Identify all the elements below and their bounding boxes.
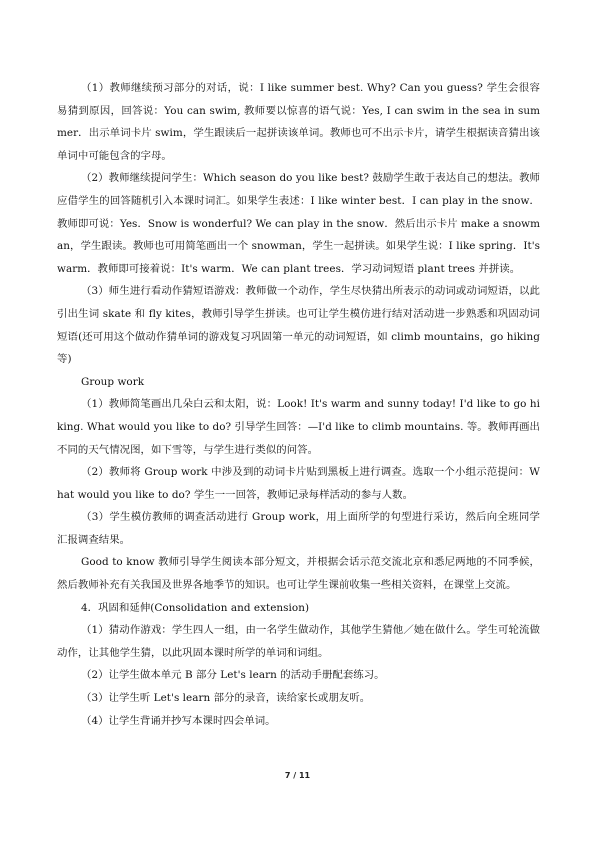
- paragraph-10: （1）猜动作游戏：学生四人一组，由一名学生做动作，其他学生猜他／她在做什么。学生可轮流做动作，让其他学生猜，以此巩固本课时所学的单词和词组。: [57, 624, 540, 659]
- paragraph-3: （3）师生进行看动作猜短语游戏：教师做一个动作，学生尽快猜出所表示的动词或动词短语，以此引出生词 skate 和 fly kites，教师引导学生拼读。也可让学生模仿进行结对活动进一步熟悉和巩固动词短语(还可用这个做动作猜单词的游戏复习巩固第一单元的动词短语，如 climb mountains，go hiking 等): [57, 285, 540, 366]
- good-to-know-paragraph: Good to know 教师引导学生阅读本部分短文，并根据会话示范交流北京和悉尼两地的不同季候，然后教师补充有关我国及世界各地季节的知识。也可让学生课前收集一些相关资料，在课堂上交流。: [57, 556, 540, 592]
- paragraph-11: （2）让学生做本单元 B 部分 Let's learn 的活动手册配套练习。: [81, 669, 385, 682]
- paragraph-6: （2）教师将 Group work 中涉及到的动词卡片贴到黑板上进行调查。选取一个小组示范提问：What would you like to do? 学生一一回答，教师记录每样活动的参与人数。: [57, 466, 540, 501]
- paragraph-5: （1）教师简笔画出几朵白云和太阳，说：Look! It's warm and sunny today! I'd like to go hiking. What would you like to do? 引导学生回答：—I'd like to climb mountains. 等。教师再画出不同的天气情况图，如下雪等，与学生进行类似的问答。: [57, 398, 540, 456]
- page-number: 7 / 11: [284, 771, 311, 780]
- group-work-heading: Group work: [81, 375, 145, 388]
- paragraph-2: （2）教师继续提问学生：Which season do you like best? 鼓励学生敢于表达自己的想法。教师应借学生的回答随机引入本课时词汇。如果学生表述：I like winter best．I can play in the snow．教师即可说：Yes．Snow is wonderful? We can play in the snow．然后出示卡片 make a snowman，学生跟读。教师也可用简笔画出一个 snowman，学生一起拼读。如果学生说：I like spring．It's warm．教师即可接着说：It's warm．We can plant trees．学习动词短语 plant trees 并拼读。: [57, 172, 540, 275]
- paragraph-7: （3）学生模仿教师的调查活动进行 Group work，用上面所学的句型进行采访，然后向全班同学汇报调查结果。: [57, 511, 540, 546]
- section-heading-consolidation: 4．巩固和延伸(Consolidation and extension): [81, 601, 310, 614]
- paragraph-13: （4）让学生背诵并抄写本课时四会单词。: [81, 714, 276, 727]
- paragraph-12: （3）让学生听 Let's learn 部分的录音，读给家长或朋友听。: [81, 692, 371, 705]
- document-body: [57, 77, 540, 732]
- paragraph-1: （1）教师继续预习部分的对话，说：I like summer best. Why? Can you guess? 学生会很容易猜到原因，回答说：You can swim, 教师要以惊喜的语气说：Yes, I can swim in the sea in summer．出示单词卡片 swim，学生跟读后一起拼读该单词。教师也可不出示卡片，请学生根据读音猜出该单词中可能包含的字母。: [57, 82, 540, 162]
